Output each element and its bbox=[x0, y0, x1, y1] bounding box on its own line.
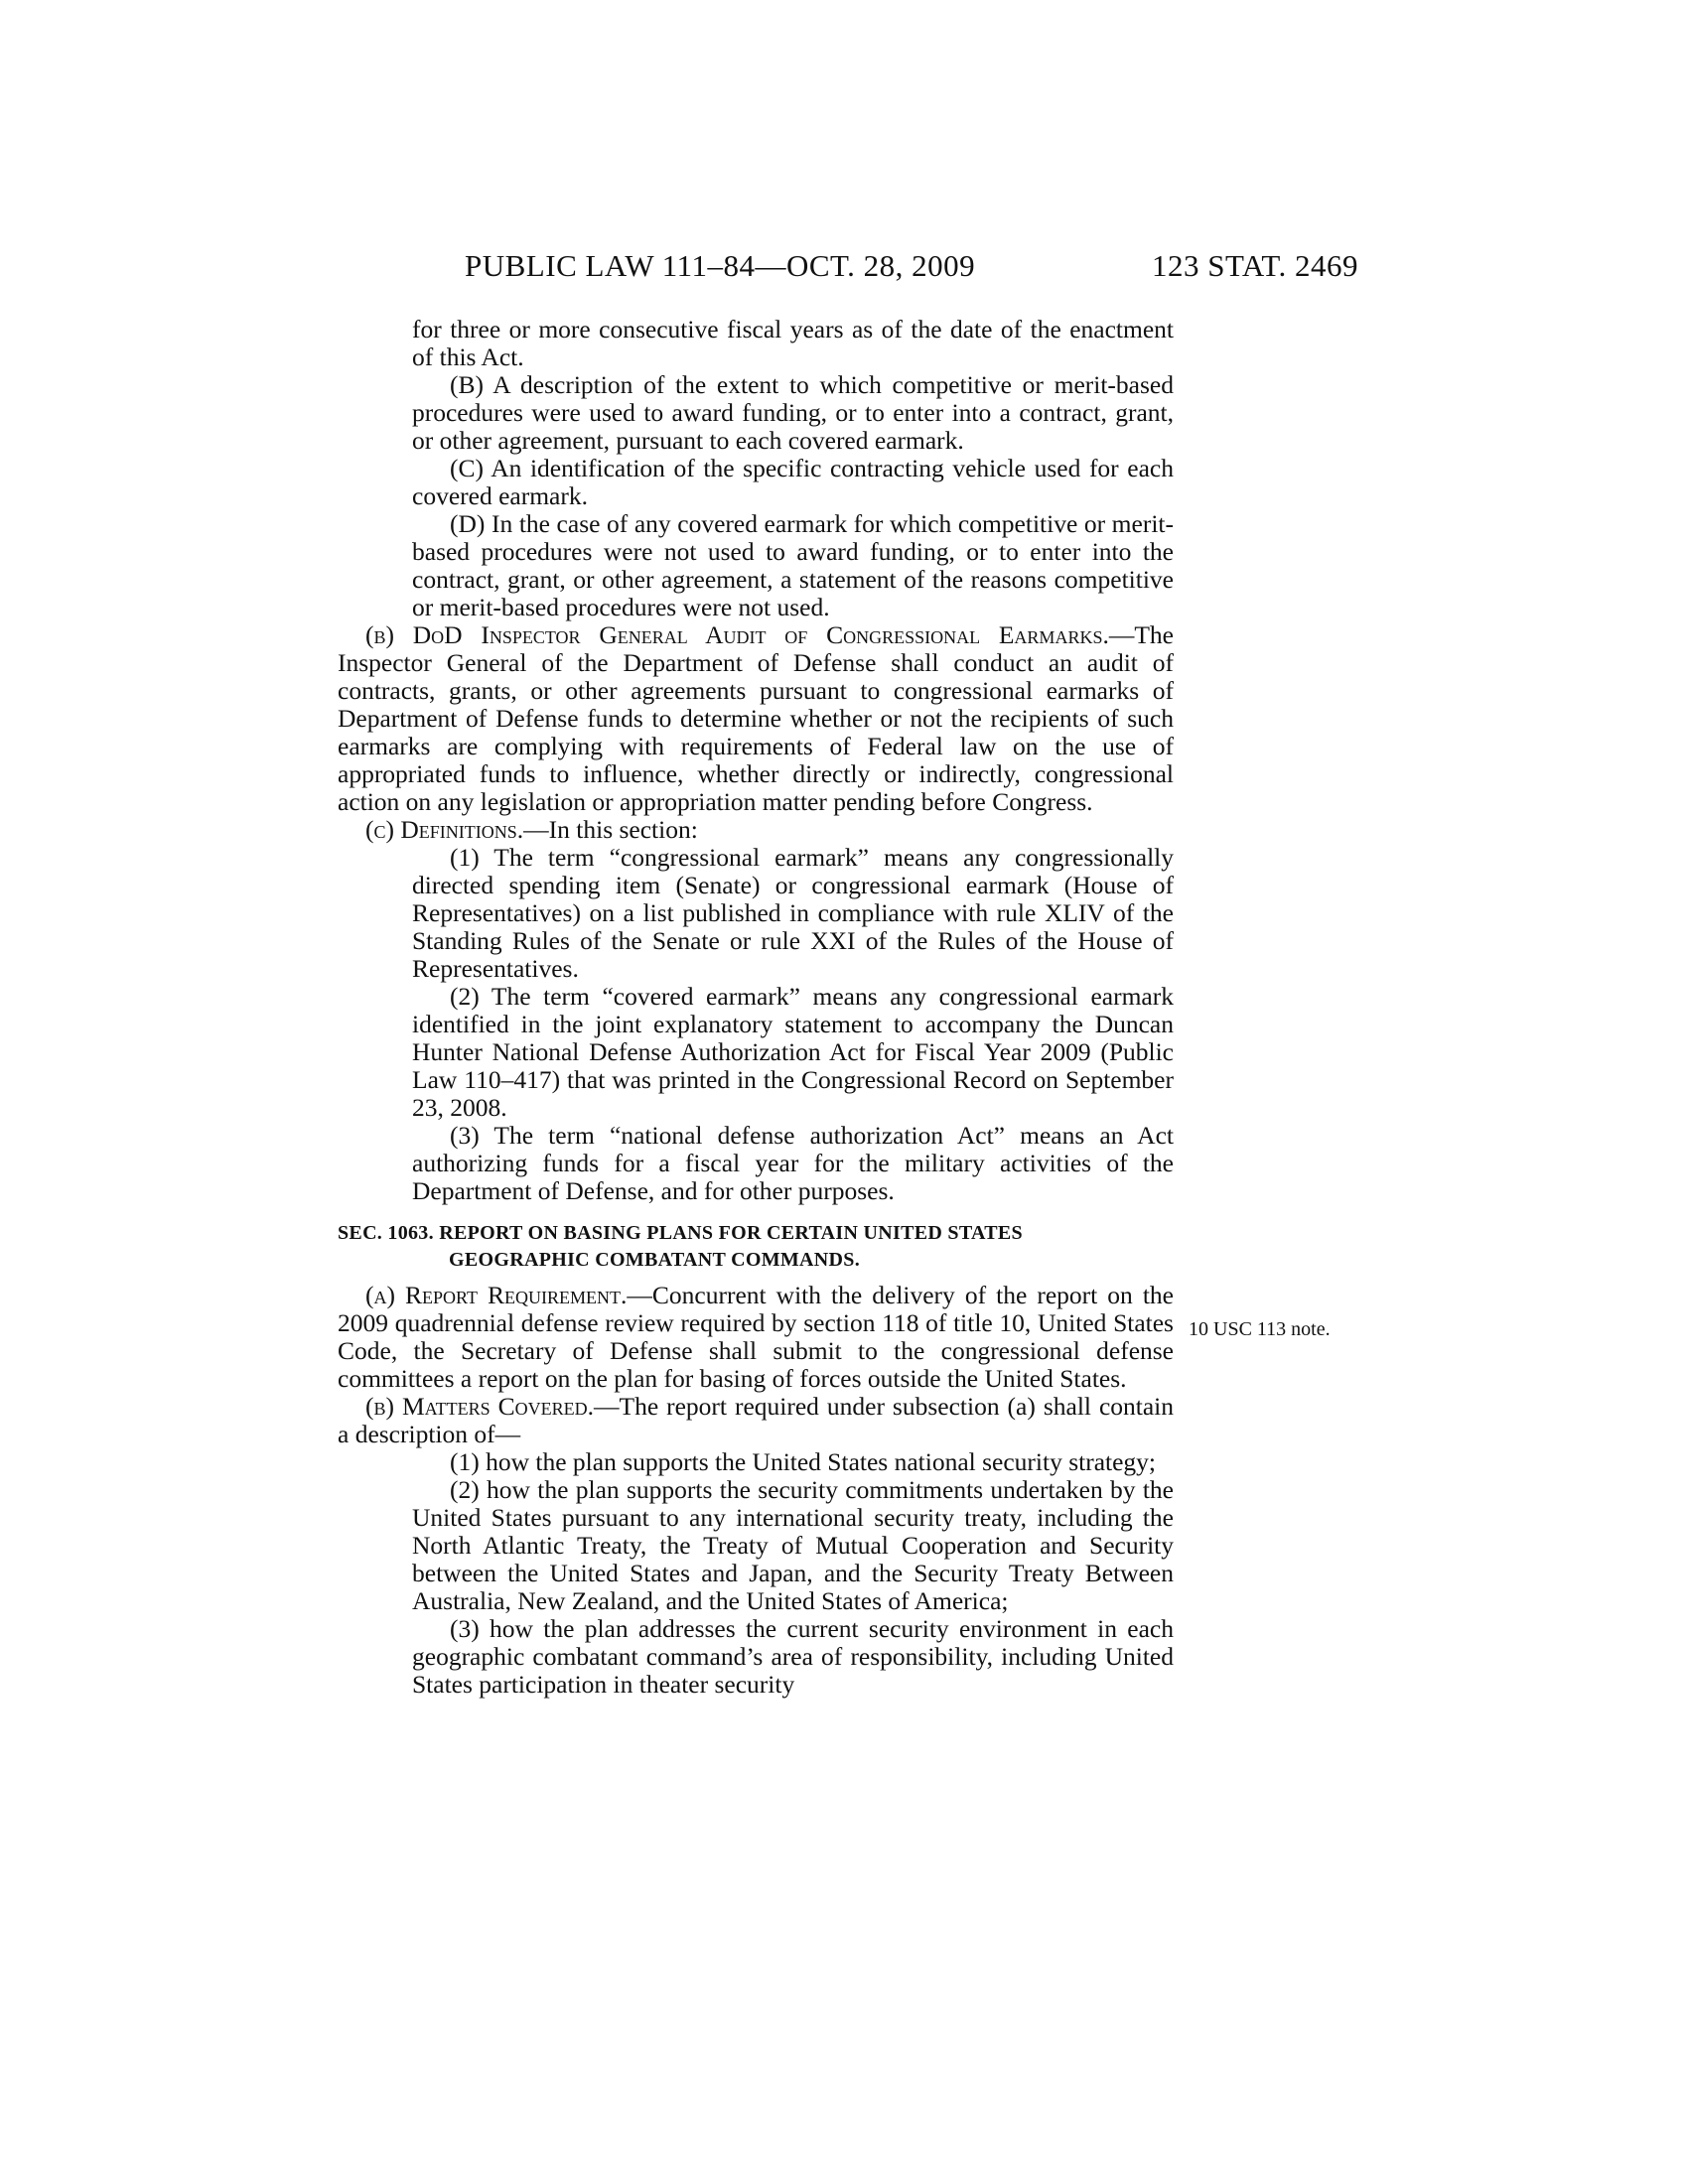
matters-covered-heading: (b) Matters Covered. bbox=[365, 1392, 594, 1421]
paragraph-d-case: (D) In the case of any covered earmark for which competitive or merit-based procedures were not used to award funding, or to enter into the contract, grant, or other agreement, a statement of the reasons competitive or merit-based procedures were not used. bbox=[412, 509, 1174, 621]
report-requirement-text: —Concurrent with the delivery of the report on the 2009 quadrennial defense review required by section 118 of title 10, United States Code, the Secretary of Defense shall submit to the congressional defense committees a report on the plan for basing of forces outside the United States. bbox=[338, 1281, 1174, 1393]
subsection-b-text: —The Inspector General of the Department of Defense shall conduct an audit of contracts, grants, or other agreements pursuant to congressional earmarks of Department of Defense funds to determine whether or not the recipients of such earmarks are complying with requirements of Federal law on the use of appropriated funds to influence, whether directly or indirectly, congressional action on any legislation or appropriation matter pending before Congress. bbox=[338, 620, 1174, 816]
definition-3: (3) The term “national defense authorization Act” means an Act authorizing funds for a fiscal year for the military activities of the Department of Defense, and for other purposes. bbox=[412, 1121, 1174, 1205]
paragraph-subsection-c bbox=[338, 816, 1174, 844]
definition-1: (1) The term “congressional earmark” means any congressionally directed spending item (Senate) or congressional earmark (House of Representatives) on a list published in compliance with rule XLIV of the Standing Rules of the Senate or rule XXI of the Rules of the House of Representatives. bbox=[412, 843, 1174, 983]
running-header bbox=[465, 248, 1358, 288]
matter-1: (1) how the plan supports the United States national security strategy; bbox=[450, 1447, 1157, 1476]
subsection-b-heading: (b) DoD Inspector General Audit of Congressional Earmarks. bbox=[365, 620, 1109, 649]
paragraph-continuation: for three or more consecutive fiscal years as of the date of the enactment of this Act. bbox=[412, 315, 1174, 371]
subsection-c-heading: (c) Definitions. bbox=[365, 815, 524, 844]
section-heading-line-2: GEOGRAPHIC COMBATANT COMMANDS. bbox=[449, 1249, 860, 1271]
header-stat-page: 123 STAT. 2469 bbox=[1151, 248, 1358, 283]
report-requirement-heading: (a) Report Requirement. bbox=[365, 1281, 628, 1309]
matter-3: (3) how the plan addresses the current security environment in each geographic combatant command’s area of responsibility, including United States participation in theater security bbox=[412, 1614, 1174, 1699]
paragraph-b-description: (B) A description of the extent to which competitive or merit-based procedures were used to award funding, or to enter into a contract, grant, or other agreement, pursuant to each covered earmark. bbox=[412, 370, 1174, 455]
paragraph-report-requirement bbox=[338, 1282, 1174, 1393]
matters-covered-text: —The report required under subsection (a) shall contain a description of— bbox=[338, 1392, 1175, 1448]
subsection-c-text: —In this section: bbox=[523, 815, 698, 844]
definition-2: (2) The term “covered earmark” means any congressional earmark identified in the joint explanatory statement to accompany the Duncan Hunter National Defense Authorization Act for Fiscal Year 2009 (Public Law 110–417) that was printed in the Congressional Record on September 23, 2008. bbox=[412, 982, 1174, 1122]
section-heading-line-1: SEC. 1063. REPORT ON BASING PLANS FOR CERTAIN UNITED STATES bbox=[338, 1222, 1023, 1244]
paragraph-subsection-b bbox=[338, 621, 1174, 816]
section-heading bbox=[338, 1220, 1174, 1274]
body-text bbox=[338, 316, 1174, 1699]
matter-2: (2) how the plan supports the security commitments undertaken by the United States pursuant to any international security treaty, including the North Atlantic Treaty, the Treaty of Mutual Cooperation and Security between the United States and Japan, and the Security Treaty Between Australia, New Zealand, and the United States of America; bbox=[412, 1475, 1174, 1615]
paragraph-c-identification: (C) An identification of the specific contracting vehicle used for each covered earmark. bbox=[412, 454, 1174, 510]
header-title: PUBLIC LAW 111–84—OCT. 28, 2009 bbox=[465, 248, 976, 283]
paragraph-matters-covered bbox=[338, 1393, 1174, 1448]
margin-note: 10 USC 113 note. bbox=[1189, 1318, 1331, 1340]
